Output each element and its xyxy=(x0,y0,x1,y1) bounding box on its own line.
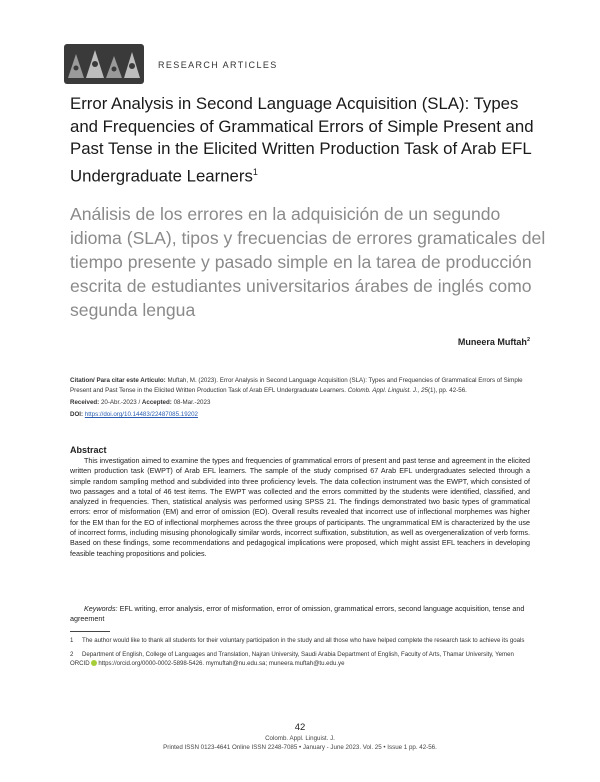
abstract-text: This investigation aimed to examine the types and frequencies of grammatical errors of present and past tense and agreement in the elicited written production task (EWPT) of Arab EFL learners. The sample of the study comprised 67 Arab EFL undergraduates selected through a simple random sampling method and subdivided into three proficiency levels. The data collection instrument was the EWPT, which consisted of two passages and a total of 46 test items. The EWPT was collected and the errors committed by the students were identified, classified, and analyzed in frequencies. Then, statistical analysis was performed using SPSS 21. The findings demonstrated two basic types of grammatical errors: error of misformation (EM) and error of omission (EO). Overall results revealed that incorrect use of inflectional morphemes was higher for the EM than for the EO of inflectional morphemes across the three groups of participants. The ungrammatical EM is characterized by the use of incorrect forms, including misusing phonologically similar words, incorrect suffixation, substitution, as well as overgeneralization of verb forms. Based on these findings, some recommendations and pedagogical implications were proposed, which might assist EFL teachers in developing feasible teaching propositions and policies. xyxy=(70,456,530,558)
citation-block xyxy=(70,376,530,422)
author-name xyxy=(458,337,530,347)
article-title-english xyxy=(70,93,540,188)
footnote-item xyxy=(70,636,530,646)
abstract-heading: Abstract xyxy=(70,445,107,455)
author-footnote-mark[interactable]: 2 xyxy=(526,337,530,343)
citation-line xyxy=(70,376,530,396)
citation-text: Muftah, M. (2023). Error Analysis in Second Language Acquisition (SLA): Types and Frequencies of Grammatical Errors of Simple Present and Past Tense in the Elicited Written Production Task of Arab EFL Undergraduate Learners. xyxy=(70,377,523,394)
title-footnote-mark[interactable]: 1 xyxy=(252,166,258,177)
footnote-number: 2 xyxy=(70,650,74,658)
keywords-block xyxy=(70,604,530,625)
abstract-body xyxy=(70,456,530,559)
article-title-spanish: Análisis de los errores en la adquisición de un segundo idioma (SLA), tipos y frecuencias de errores gramaticales del tiempo presente y pasado simple en la tarea de producción escrita de estudiantes universitarios árabes de inglés como segunda lengua xyxy=(70,204,546,320)
dates-line: Received: 20-Abr.-2023 / Accepted: 08-Mar.-2023 xyxy=(70,399,211,406)
footnotes xyxy=(70,636,530,673)
received-label: Received: xyxy=(70,399,100,406)
title-english-text: Error Analysis in Second Language Acquisition (SLA): Types and Frequencies of Grammatical Errors of Simple Present and Past Tense in the Elicited Written Production Task of Arab EFL Undergraduate Learners xyxy=(70,94,534,186)
journal-logo xyxy=(64,44,144,84)
journal-short-name: Colomb. Appl. Linguist. J. xyxy=(265,735,335,742)
abstract-section xyxy=(70,445,530,559)
footnote-item xyxy=(70,650,530,669)
citation-journal: Colomb. Appl. Linguist. J., xyxy=(347,387,420,394)
issn-print-line: Printed ISSN 0123-4641 Online ISSN 2248-7085 • January - June 2023. Vol. 25 • Issue 1 pp. 42-56. xyxy=(163,744,437,751)
page-number: 42 xyxy=(294,722,306,733)
citation-volume: 25 xyxy=(421,387,428,394)
footnote-orcid-contact[interactable]: https://orcid.org/0000-0002-5898-5426. mymuftah@nu.edu.sa; muneera.muftah@tu.edu.ye xyxy=(98,660,345,668)
doi-label: DOI: xyxy=(70,411,84,418)
accepted-label: Accepted: xyxy=(141,399,172,406)
doi-link[interactable]: https://doi.org/10.14483/22487085.19202 xyxy=(84,411,198,418)
footnote-text: The author would like to thank all students for their voluntary participation in the study and all those who have helped complete the research task to achieve its goals xyxy=(82,637,525,644)
doi-line xyxy=(70,410,530,420)
footnote-text: Department of English, College of Languages and Translation, Najran University, Saudi Arabia Department of English, Faculty of Arts, Thamar University, Yemen ORCID xyxy=(70,650,514,668)
footnote-number: 1 xyxy=(70,637,74,644)
author-name-text: Muneera Muftah xyxy=(457,337,527,347)
keywords-text: EFL writing, error analysis, error of misformation, error of omission, grammatical errors, second language acquisition, tense and agreement xyxy=(70,604,525,624)
accepted-date: 08-Mar.-2023 xyxy=(173,399,211,406)
footnote-divider xyxy=(70,631,110,632)
keywords-label: Keywords: xyxy=(84,604,118,613)
received-date: 20-Abr.-2023 xyxy=(100,399,137,406)
section-label: RESEARCH ARTICLES xyxy=(158,60,278,70)
orcid-icon[interactable] xyxy=(91,660,97,666)
citation-label: Citation/ Para citar este Artículo: xyxy=(70,377,166,384)
citation-issue-pages: (1), pp. 42-56. xyxy=(427,387,467,394)
